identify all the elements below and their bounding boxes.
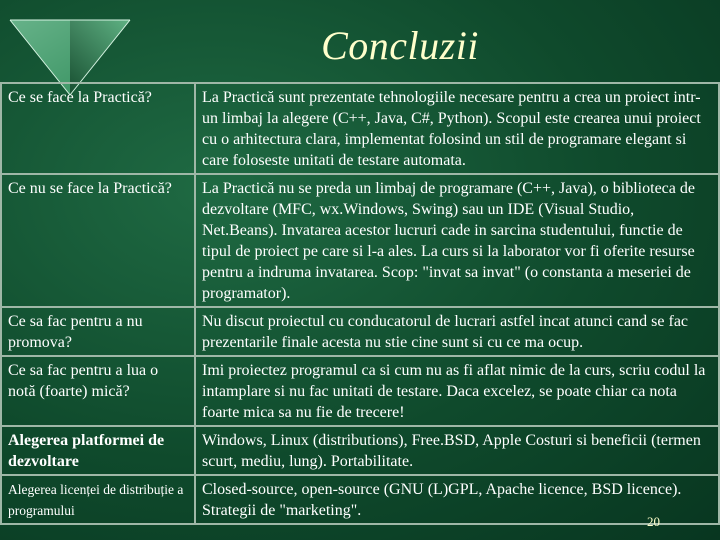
- slide-title: Concluzii: [321, 23, 479, 68]
- question-cell: Alegerea licenței de distribuție a programului: [1, 475, 195, 524]
- answer-cell: Windows, Linux (distributions), Free.BSD, Apple Costuri si beneficii (termen scurt, mediu, lung). Portabilitate.: [195, 426, 719, 475]
- question-cell: Ce sa fac pentru a lua o notă (foarte) mică?: [1, 356, 195, 426]
- answer-cell: Closed-source, open-source (GNU (L)GPL, Apache licence, BSD licence). Strategii de "marketing".: [195, 475, 719, 524]
- answer-cell: La Practică nu se preda un limbaj de programare (C++, Java), o biblioteca de dezvoltare (MFC, wx.Windows, Swing) sau un IDE (Visual Studio, Net.Beans). Invatarea acestor lucruri cade in sarcina studentului, functie de tipul de proiect pe care si l-a ales. La curs si la laborator vor fi oferite resurse pentru a indruma invatarea. Scop: "invat sa invat" (o constanta a meseriei de programator).: [195, 174, 719, 307]
- question-cell: Ce sa fac pentru a nu promova?: [1, 307, 195, 356]
- table-row: [1, 307, 719, 356]
- page-number: 20: [647, 514, 660, 529]
- question-cell: Ce nu se face la Practică?: [1, 174, 195, 307]
- answer-cell: Nu discut proiectul cu conducatorul de lucrari astfel incat atunci cand se fac prezentarile finale acesta nu stie cine sunt si cu ce ma ocup.: [195, 307, 719, 356]
- table-row: [1, 356, 719, 426]
- table-row: [1, 426, 719, 475]
- table-row: [1, 83, 719, 174]
- table-row: [1, 475, 719, 524]
- question-cell: Ce se face la Practică?: [1, 83, 195, 174]
- question-cell: Alegerea platformei de dezvoltare: [1, 426, 195, 475]
- table-row: [1, 174, 719, 307]
- conclusions-table: [0, 82, 720, 525]
- answer-cell: La Practică sunt prezentate tehnologiile necesare pentru a crea un proiect intr-un limbaj la alegere (C++, Java, C#, Python). Scopul este crearea unui proiect cu o arhitectura clara, implementat folosind un stil de programare elegant si care foloseste unitati de testare automata.: [195, 83, 719, 174]
- answer-cell: Imi proiectez programul ca si cum nu as fi aflat nimic de la curs, scriu codul la intamplare si nu fac unitati de testare. Daca excelez, se poate chiar ca nota foarte mica sa nu fie de trecere!: [195, 356, 719, 426]
